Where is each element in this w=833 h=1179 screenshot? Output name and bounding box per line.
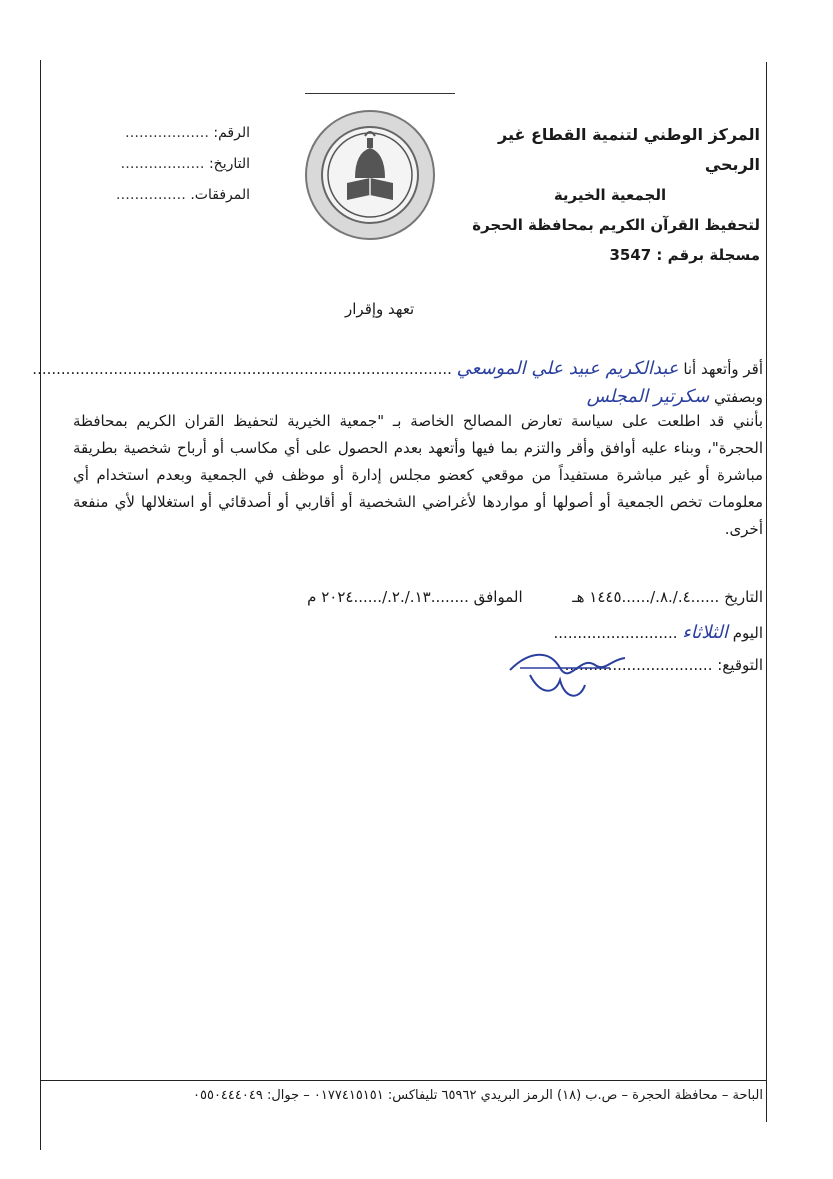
declaration-paragraph: بأنني قد اطلعت على سياسة تعارض المصالح الخاصة بـ "جمعية الخيرية لتحفيظ القران الكريم بمحافظة الحجرة"، وبناء عليه أوافق وأقر والتزم بما فيها وأتعهد بعدم الحصول على أي مكاسب أو أرباح شخصية بطريقة مباشرة أو غير مباشرة مستفيداً من موقعي كعضو مجلس إدارة أو موظف في الجمعية وبعدم استخدام أي معلومات تخص الجمعية أو أصولها أو مواردها لأغراضي الشخصية أو أقاربي أو أصدقائي أو استغلالها لأي منفعة أخرى. bbox=[73, 412, 763, 538]
day-handwritten: الثلاثاء bbox=[682, 622, 728, 643]
org-line-2: الجمعية الخيرية bbox=[553, 186, 667, 204]
hijri-date: ......٤./.٨./......١٤٤٥ هـ bbox=[572, 588, 720, 606]
capacity-line bbox=[587, 386, 763, 407]
day-label: اليوم bbox=[732, 624, 763, 642]
day-dots: .......................... bbox=[553, 624, 678, 642]
org-line-3: لتحفيظ القرآن الكريم بمحافظة الحجرة bbox=[472, 216, 760, 234]
sig-date-label: التاريخ bbox=[724, 588, 763, 606]
declarant-label: أقر وأتعهد أنا bbox=[683, 360, 763, 378]
declarant-name-handwritten: عبدالكريم عبيد علي الموسعي bbox=[456, 358, 679, 379]
declarant-dots: ........................................................................................ bbox=[32, 360, 452, 378]
corresponding-label: الموافق bbox=[473, 588, 523, 606]
footer-contact: الباحة – محافظة الحجرة – ص.ب (١٨) الرمز البريدي ٦٥٩٦٢ تليفاكس: ٠١٧٧٤١٥١٥١ – جوال: ٠٥٥٠٤٤٤٠٤٩ bbox=[193, 1088, 763, 1103]
attachments-label: المرفقات. bbox=[190, 187, 250, 203]
reference-fields bbox=[70, 118, 250, 211]
attachments-dots: …………… bbox=[115, 187, 186, 203]
page-border-right bbox=[766, 62, 767, 1122]
signature-dots: ............................... bbox=[564, 656, 713, 674]
date-label: التاريخ: bbox=[208, 156, 250, 172]
declarant-line bbox=[32, 358, 763, 379]
footer-rule bbox=[40, 1080, 767, 1081]
handwritten-signature bbox=[500, 640, 630, 710]
date-line bbox=[307, 588, 763, 606]
date-dots: ……………… bbox=[120, 156, 205, 172]
header-rule bbox=[305, 93, 455, 94]
org-line-4: مسجلة برقم : 3547 bbox=[609, 246, 760, 264]
number-label: الرقم: bbox=[213, 125, 250, 141]
page-border-left bbox=[40, 60, 41, 1150]
signature-label: التوقيع: bbox=[717, 656, 763, 674]
document-title: تعهد وإقرار bbox=[345, 300, 415, 318]
attachments-field bbox=[70, 180, 250, 211]
capacity-label: وبصفتي bbox=[713, 388, 763, 406]
gregorian-date: ........١٣./.٢./......٢٠٢٤ م bbox=[307, 588, 469, 606]
association-logo bbox=[303, 108, 438, 243]
organization-header bbox=[440, 120, 760, 270]
org-line-1: المركز الوطني لتنمية القطاع غير الربحي bbox=[498, 125, 760, 174]
number-dots: ……………… bbox=[124, 125, 209, 141]
number-field bbox=[70, 118, 250, 149]
capacity-handwritten: سكرتير المجلس bbox=[586, 386, 710, 407]
date-field bbox=[70, 149, 250, 180]
